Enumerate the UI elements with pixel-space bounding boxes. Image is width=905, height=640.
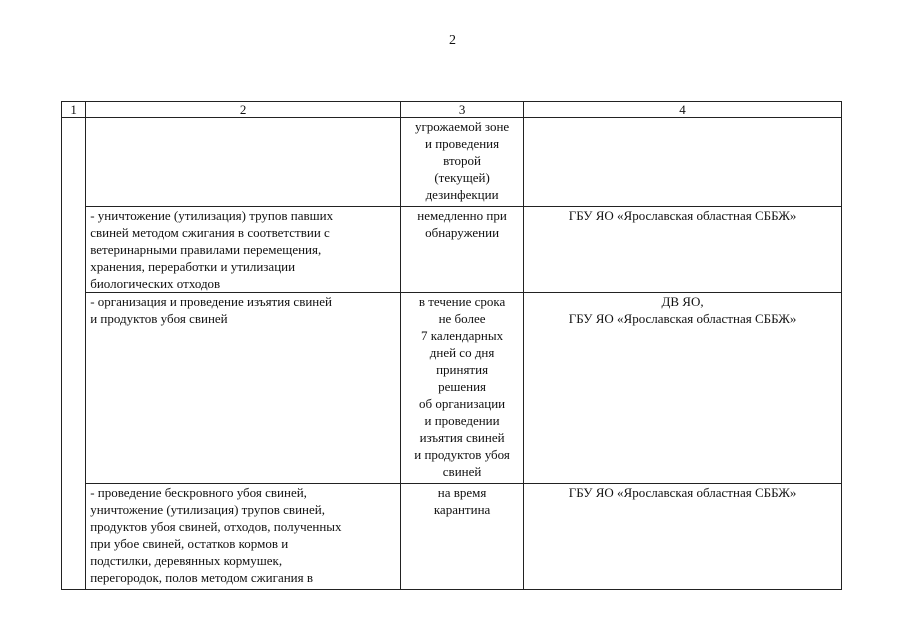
cell-text-line: и продуктов убоя свиней [90, 311, 228, 326]
cell-text-line: и проведения [425, 136, 500, 151]
number-cell [62, 118, 86, 590]
cell-text-line: перегородок, полов методом сжигания в [90, 570, 313, 585]
cell-text-line: об организации [418, 396, 506, 411]
timing-cell [401, 207, 524, 293]
cell-text-line: - организация и проведение изъятия свиней [90, 294, 332, 309]
cell-text-line: и проведении [424, 413, 500, 428]
cell-text-line: немедленно при [417, 208, 507, 223]
cell-text-line: решения [438, 379, 487, 394]
cell-text-line: (текущей) [434, 170, 490, 185]
header-col-1: 1 [62, 102, 86, 118]
cell-text-line: принятия [436, 362, 489, 377]
activity-cell [86, 118, 401, 207]
page-number: 2 [449, 33, 456, 48]
cell-text-line: дней со дня [429, 345, 495, 360]
table-row [62, 484, 842, 590]
activity-cell [86, 293, 401, 484]
cell-text-line: ГБУ ЯО «Ярославская областная СББЖ» [568, 311, 797, 326]
responsible-cell [524, 207, 842, 293]
cell-text-line: на время [437, 485, 487, 500]
cell-text-line: в течение срока [418, 294, 506, 309]
header-row [62, 102, 842, 118]
cell-text-line: и продуктов убоя [414, 447, 510, 462]
timing-cell [401, 293, 524, 484]
responsible-cell [524, 293, 842, 484]
cell-text-line: второй [443, 153, 481, 168]
responsible-cell [524, 484, 842, 590]
cell-text-line: при убое свиней, остатков кормов и [90, 536, 289, 551]
timing-cell [401, 118, 524, 207]
activity-cell [86, 207, 401, 293]
cell-text-line: изъятия свиней [419, 430, 505, 445]
cell-text-line: уничтожение (утилизация) трупов свиней, [90, 502, 325, 517]
cell-text-line: - уничтожение (утилизация) трупов павших [90, 208, 334, 223]
cell-text-line: дезинфекции [425, 187, 499, 202]
table-row [62, 207, 842, 293]
cell-text-line: подстилки, деревянных кормушек, [90, 553, 283, 568]
measures-table [61, 101, 842, 590]
header-col-2: 2 [86, 102, 401, 118]
activity-cell [86, 484, 401, 590]
table-row [62, 118, 842, 207]
cell-text-line: ветеринарными правилами перемещения, [90, 242, 322, 257]
cell-text-line: продуктов убоя свиней, отходов, полученных [90, 519, 342, 534]
cell-text-line: свиней [442, 464, 482, 479]
timing-cell [401, 484, 524, 590]
cell-text-line: ГБУ ЯО «Ярославская областная СББЖ» [568, 208, 797, 223]
header-col-3: 3 [401, 102, 524, 118]
cell-text-line: не более [438, 311, 486, 326]
cell-text-line: хранения, переработки и утилизации [90, 259, 296, 274]
cell-text-line: карантина [433, 502, 491, 517]
table-row [62, 293, 842, 484]
cell-text-line: обнаружении [425, 225, 500, 240]
cell-text-line: 7 календарных [421, 328, 504, 343]
cell-text-line: ГБУ ЯО «Ярославская областная СББЖ» [568, 485, 797, 500]
cell-text-line: свиней методом сжигания в соответствии с [90, 225, 330, 240]
cell-text-line: - проведение бескровного убоя свиней, [90, 485, 307, 500]
responsible-cell [524, 118, 842, 207]
header-col-4: 4 [524, 102, 842, 118]
cell-text-line: ДВ ЯО, [661, 294, 704, 309]
cell-text-line: угрожаемой зоне [414, 119, 510, 134]
cell-text-line: биологических отходов [90, 276, 221, 291]
